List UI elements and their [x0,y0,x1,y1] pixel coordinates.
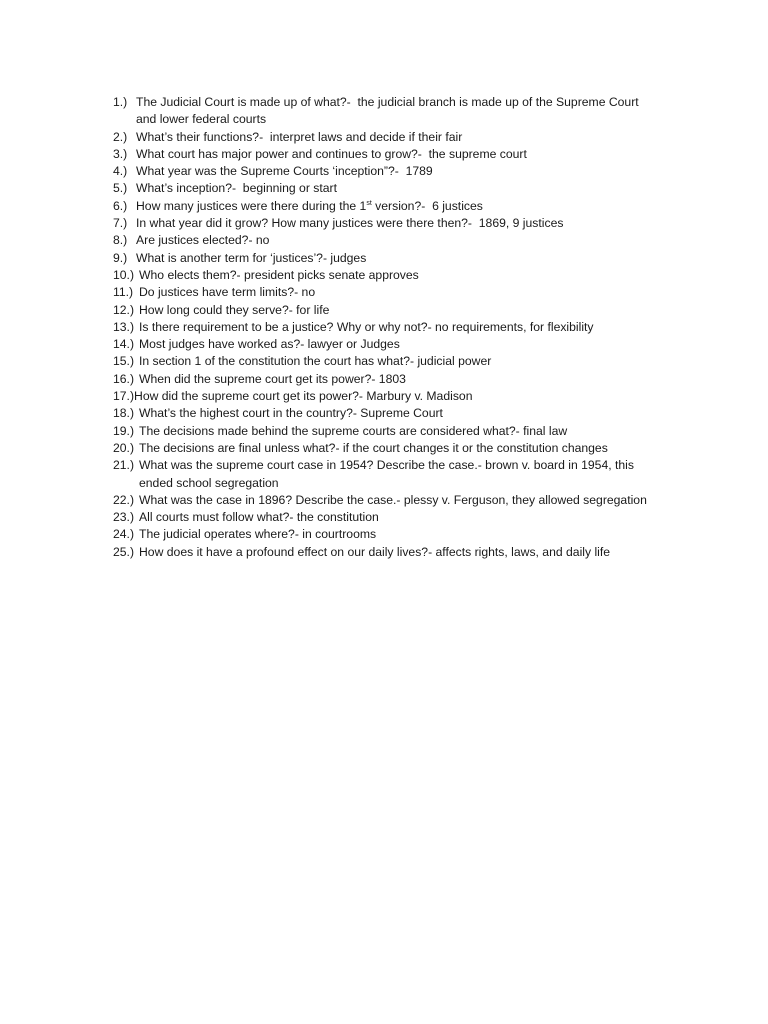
item-text: The Judicial Court is made up of what?- the judicial branch is made up of the Supreme Court and lower federal courts [136,95,639,127]
list-item [113,129,673,146]
item-text [136,198,483,215]
item-number: 13.) [113,319,135,334]
item-number: 14.) [113,337,135,352]
list-item [113,405,673,422]
item-number: 24.) [113,527,135,542]
item-text-end: version?- 6 justices [371,198,483,213]
list-item [113,250,673,267]
item-number: 12.) [113,302,135,317]
list-item [113,180,673,197]
item-number: 19.) [113,423,135,438]
item-text: Most judges have worked as?- lawyer or Judges [139,337,400,352]
item-text: In section 1 of the constitution the court has what?- judicial power [139,354,492,369]
item-text: When did the supreme court get its power?- 1803 [139,371,406,386]
list-item [113,94,673,129]
item-text-start: How many justices were there during the 1 [136,198,367,213]
list-item [113,163,673,180]
list-item [113,146,673,163]
item-text: All courts must follow what?- the constitution [139,510,379,525]
item-text: How did the supreme court get its power?- Marbury v. Madison [134,389,473,404]
item-number: 4.) [113,164,128,179]
item-text: Do justices have term limits?- no [139,285,316,300]
item-text: The decisions made behind the supreme courts are considered what?- final law [139,423,568,438]
list-item [113,492,673,509]
list-item [113,302,673,319]
item-number: 15.) [113,354,135,369]
list-item [113,198,673,215]
item-text: In what year did it grow? How many justices were there then?- 1869, 9 justices [136,216,564,231]
item-text: The decisions are final unless what?- if the court changes it or the constitution changes [139,440,608,455]
list-item [113,353,673,370]
item-text: What year was the Supreme Courts ‘inception”?- 1789 [136,164,433,179]
item-text: What’s inception?- beginning or start [136,181,337,196]
item-number: 8.) [113,233,128,248]
list-item [113,284,673,301]
ordinal-superscript: st [366,199,372,207]
item-number: 18.) [113,406,135,421]
item-text: How long could they serve?- for life [139,302,330,317]
list-item [113,319,673,336]
item-number: 1.) [113,95,128,109]
list-item [113,526,673,543]
list-item [113,440,673,457]
item-number: 20.) [113,440,135,455]
list-item [113,388,673,405]
item-number: 6.) [113,198,128,213]
question-answer-list [113,94,673,561]
item-number: 3.) [113,146,128,161]
item-number: 9.) [113,250,128,265]
list-item [113,371,673,388]
item-text: What’s their functions?- interpret laws and decide if their fair [136,129,463,144]
item-text: Is there requirement to be a justice? Why or why not?- no requirements, for flexibility [139,319,594,334]
item-number: 11.) [113,285,134,300]
item-number: 16.) [113,371,135,386]
item-text: What was the case in 1896? Describe the case.- plessy v. Ferguson, they allowed segregation [139,492,647,507]
item-number: 22.) [113,492,135,507]
list-item [113,423,673,440]
list-item [113,457,673,492]
item-number: 23.) [113,510,135,525]
item-text: What was the supreme court case in 1954? Describe the case.- brown v. board in 1954, this ended school segregation [139,458,634,490]
item-number: 25.) [113,544,135,559]
list-item [113,336,673,353]
item-text: How does it have a profound effect on our daily lives?- affects rights, laws, and daily life [139,544,611,559]
list-item [113,509,673,526]
item-text: The judicial operates where?- in courtrooms [139,527,377,542]
item-text: What court has major power and continues to grow?- the supreme court [136,146,527,161]
item-text: Who elects them?- president picks senate approves [139,267,419,282]
item-number: 7.) [113,216,128,231]
item-number: 10.) [113,267,135,282]
list-item [113,232,673,249]
list-item [113,267,673,284]
list-item [113,544,673,561]
item-number: 2.) [113,129,128,144]
list-item [113,215,673,232]
item-number: 5.) [113,181,128,196]
item-text: What’s the highest court in the country?- Supreme Court [139,406,443,421]
item-number: 21.) [113,458,135,473]
item-text: What is another term for ‘justices’?- judges [136,250,367,265]
item-number: 17.) [113,389,135,404]
item-text: Are justices elected?- no [136,233,270,248]
